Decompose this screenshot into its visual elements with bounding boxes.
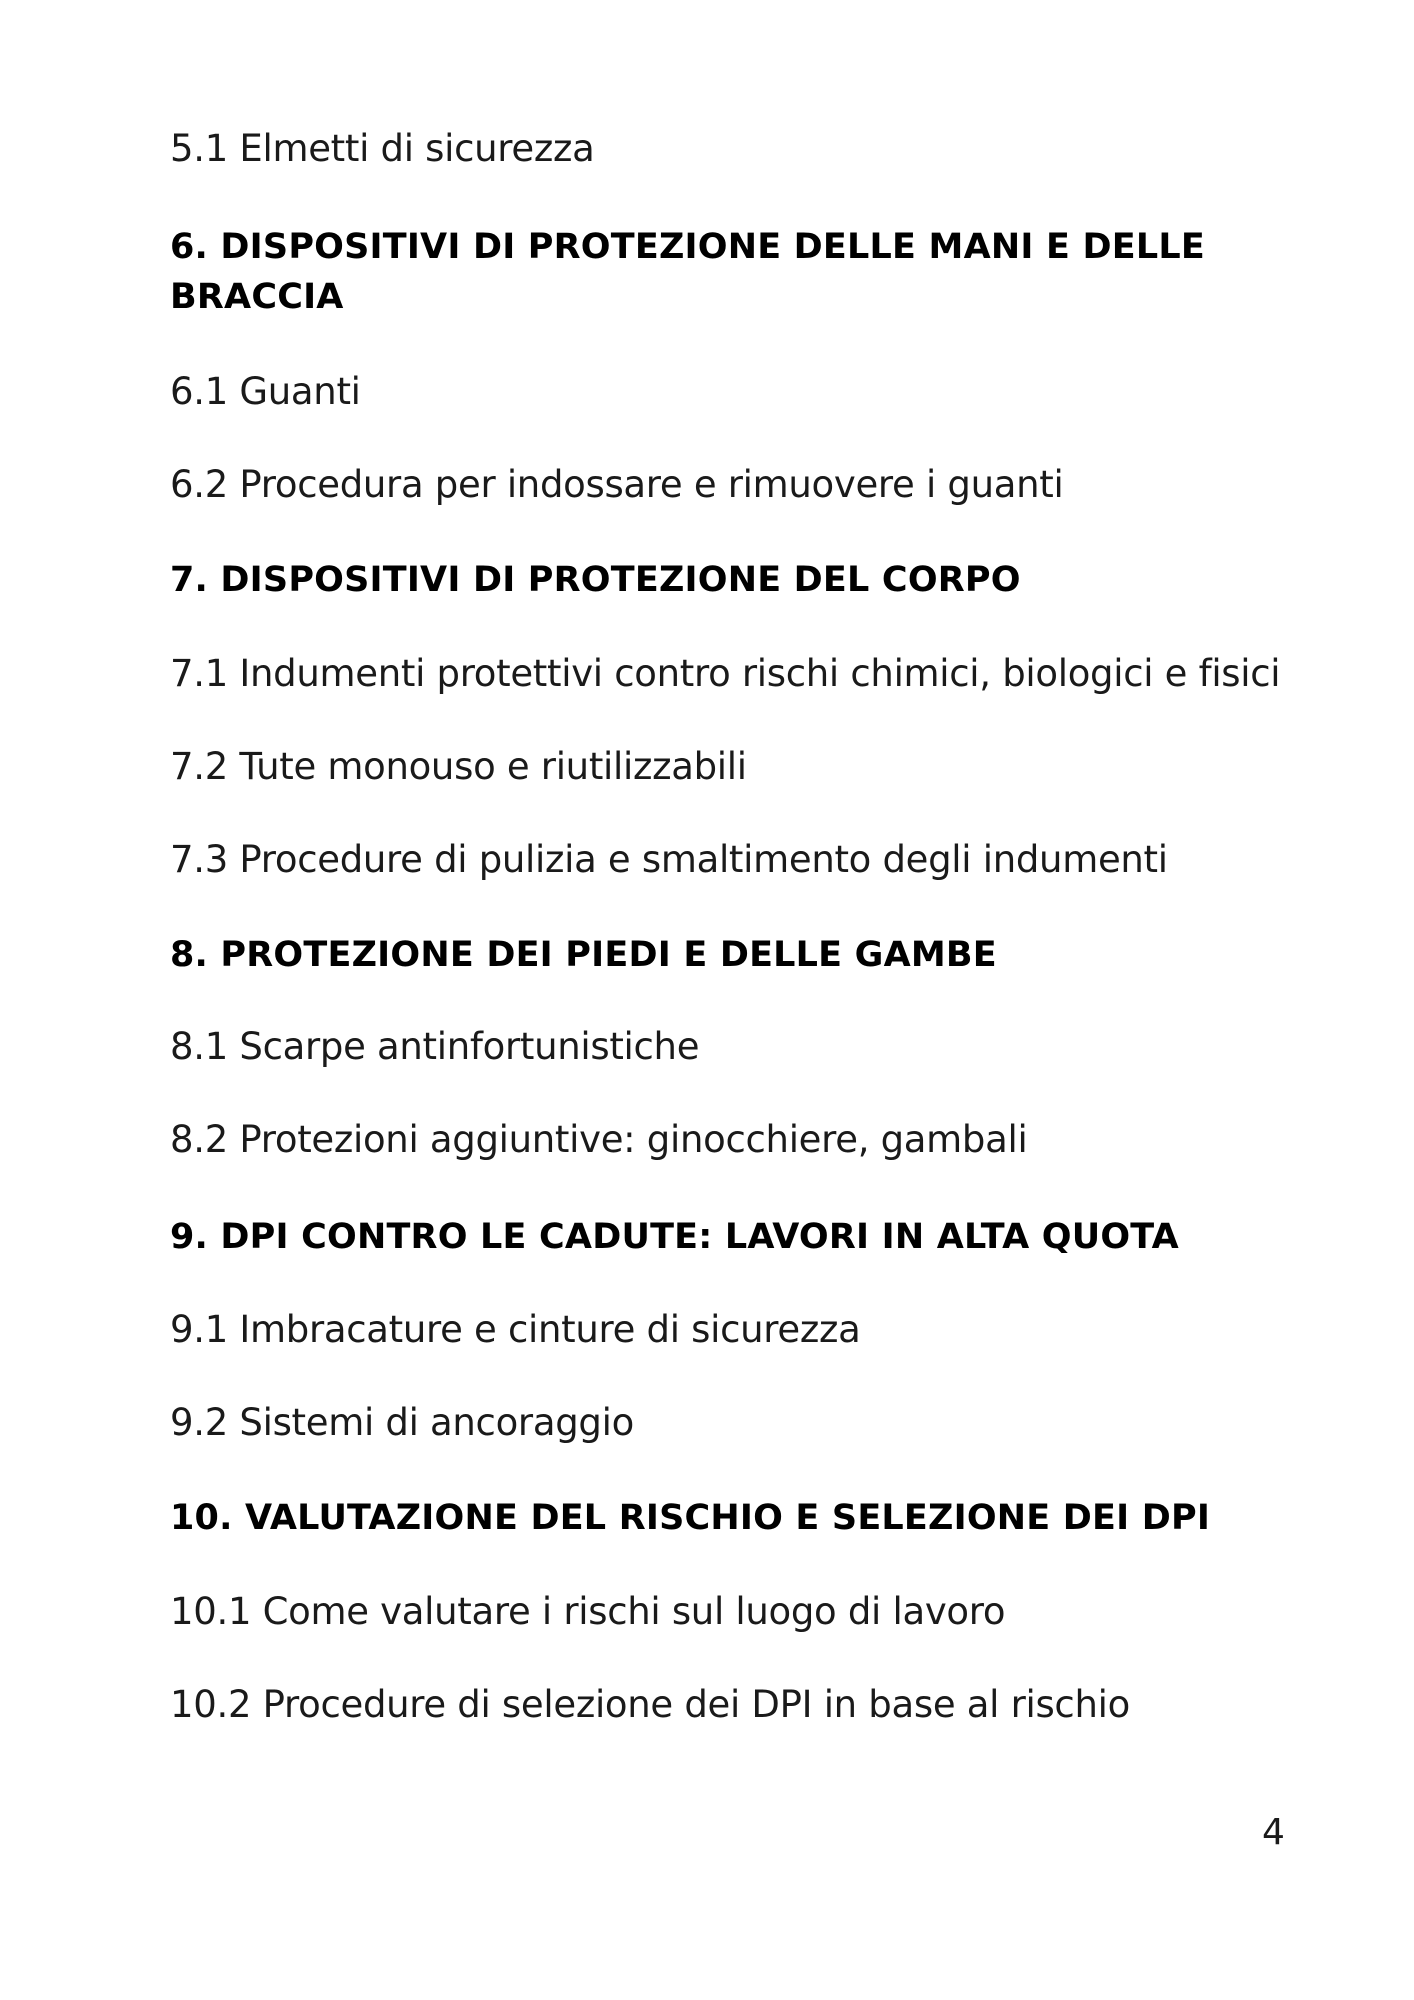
toc-entry-6-2: 6.2 Procedura per indossare e rimuovere i guanti: [170, 463, 1064, 506]
page-number: 4: [1262, 1812, 1285, 1853]
toc-heading-6-line-1: 6. DISPOSITIVI DI PROTEZIONE DELLE MANI E DELLE: [170, 227, 1205, 267]
toc-entry-8-2: 8.2 Protezioni aggiuntive: ginocchiere, gambali: [170, 1118, 1028, 1161]
toc-heading-6-line-2: BRACCIA: [170, 277, 344, 317]
toc-entry-5-1: 5.1 Elmetti di sicurezza: [170, 127, 595, 170]
toc-entry-8-1: 8.1 Scarpe antinfortunistiche: [170, 1025, 700, 1068]
toc-entry-9-2: 9.2 Sistemi di ancoraggio: [170, 1401, 634, 1444]
toc-entry-7-2: 7.2 Tute monouso e riutilizzabili: [170, 745, 747, 788]
toc-entry-7-1: 7.1 Indumenti protettivi contro rischi chimici, biologici e fisici: [170, 652, 1281, 695]
toc-heading-7: 7. DISPOSITIVI DI PROTEZIONE DEL CORPO: [170, 560, 1021, 600]
toc-entry-6-1: 6.1 Guanti: [170, 370, 361, 413]
toc-heading-9: 9. DPI CONTRO LE CADUTE: LAVORI IN ALTA QUOTA: [170, 1217, 1179, 1257]
toc-heading-10: 10. VALUTAZIONE DEL RISCHIO E SELEZIONE DEI DPI: [170, 1498, 1211, 1538]
toc-entry-9-1: 9.1 Imbracature e cinture di sicurezza: [170, 1308, 861, 1351]
toc-entry-10-2: 10.2 Procedure di selezione dei DPI in base al rischio: [170, 1683, 1130, 1726]
toc-entry-7-3: 7.3 Procedure di pulizia e smaltimento degli indumenti: [170, 838, 1168, 881]
toc-heading-8: 8. PROTEZIONE DEI PIEDI E DELLE GAMBE: [170, 935, 997, 975]
toc-entry-10-1: 10.1 Come valutare i rischi sul luogo di lavoro: [170, 1590, 1006, 1633]
